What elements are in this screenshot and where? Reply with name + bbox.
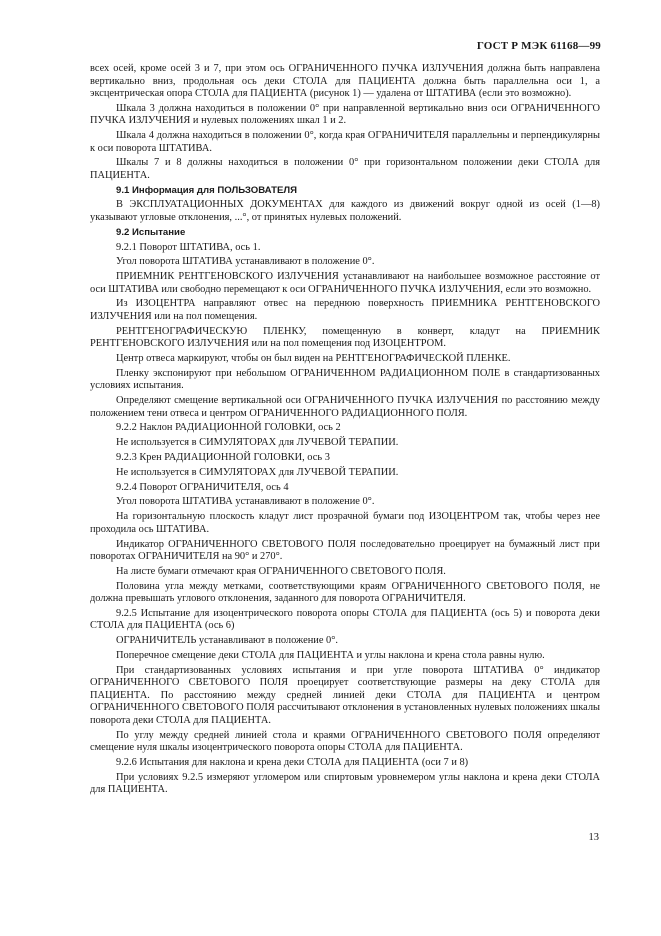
- paragraph: Угол поворота ШТАТИВА устанавливают в положение 0°.: [116, 256, 375, 268]
- paragraph: 9.2.6 Испытания для наклона и крена деки СТОЛА для ПАЦИЕНТА (оси 7 и 8): [116, 756, 469, 768]
- paragraph: Шкалы 7 и 8 должны находиться в положении 0° при горизонтальном положении деки СТОЛА для ПАЦИЕНТА.: [90, 157, 600, 181]
- paragraph: По углу между средней линией стола и краями ОГРАНИЧЕННОГО СВЕТОВОГО ПОЛЯ определяют смещение нуля шкалы изоцентрического поворота опоры СТОЛА для ПАЦИЕНТА.: [90, 729, 600, 754]
- paragraph: 9.2.2 Наклон РАДИАЦИОННОЙ ГОЛОВКИ, ось 2: [116, 422, 341, 434]
- paragraph: всех осей, кроме осей 3 и 7, при этом ось ОГРАНИЧЕННОГО ПУЧКА ИЗЛУЧЕНИЯ должна быть направлена вертикально вниз, продольная ось деки СТОЛА для ПАЦИЕНТА должна быть параллельна оси 1, а эксцентрическая опора СТОЛА для ПАЦИЕНТА (рисунок 1) — удалена от ШТАТИВА (если это возможно).: [90, 63, 600, 99]
- paragraph: Шкала 4 должна находиться в положении 0°, когда края ОГРАНИЧИТЕЛЯ параллельны и перпендикулярны к оси поворота ШТАТИВА.: [90, 130, 600, 154]
- paragraph: Половина угла между метками, соответствующими краям ОГРАНИЧЕННОГО СВЕТОВОГО ПОЛЯ, не должна превышать углового отклонения, заданного для поворота ОГРАНИЧИТЕЛЯ.: [90, 580, 600, 605]
- paragraph: Пленку экспонируют при небольшом ОГРАНИЧЕННОМ РАДИАЦИОННОМ ПОЛЕ в стандартизованных условиях испытания.: [90, 367, 600, 392]
- paragraph: Не используется в СИМУЛЯТОРАХ для ЛУЧЕВОЙ ТЕРАПИИ.: [116, 466, 399, 478]
- paragraph: Индикатор ОГРАНИЧЕННОГО СВЕТОВОГО ПОЛЯ последовательно проецирует на бумажный лист при поворотах ОГРАНИЧИТЕЛЯ на 90° и 270°.: [90, 538, 600, 563]
- paragraph: РЕНТГЕНОГРАФИЧЕСКУЮ ПЛЕНКУ, помещенную в конверт, кладут на ПРИЕМНИК РЕНТГЕНОВСКОГО ИЗЛУЧЕНИЯ или на пол помещения под ИЗОЦЕНТРОМ.: [90, 325, 600, 350]
- section-heading: 9.2 Испытание: [116, 226, 186, 238]
- paragraph: В ЭКСПЛУАТАЦИОННЫХ ДОКУМЕНТАХ для каждого из движений вокруг одной из осей (1—8) указывают угловые отклонения, ...°, от принятых нулевых положений.: [90, 199, 600, 223]
- paragraph: При стандартизованных условиях испытания и при угле поворота ШТАТИВА 0° индикатор ОГРАНИЧЕННОГО СВЕТОВОГО ПОЛЯ проецирует соответствующие размеры на деку СТОЛА для ПАЦИЕНТА. По расстоянию между средней линией деки СТОЛА для ПАЦИЕНТА и центром ОГРАНИЧЕННОГО СВЕТОВОГО ПОЛЯ рассчитывают отклонения в установленных нулевых положениях шкалы поворота деки СТОЛА для ПАЦИЕНТА.: [90, 664, 600, 726]
- paragraph: 9.2.5 Испытание для изоцентрического поворота опоры СТОЛА для ПАЦИЕНТА (ось 5) и поворота деки СТОЛА для ПАЦИЕНТА (ось 6): [90, 607, 600, 632]
- document-body: [90, 63, 600, 799]
- paragraph: При условиях 9.2.5 измеряют угломером или спиртовым уровнемером углы наклона и крена деки СТОЛА для ПАЦИЕНТА.: [90, 771, 600, 796]
- paragraph: 9.2.4 Поворот ОГРАНИЧИТЕЛЯ, ось 4: [116, 481, 289, 493]
- page-number: 13: [588, 832, 599, 843]
- paragraph: Угол поворота ШТАТИВА устанавливают в положение 0°.: [116, 496, 375, 508]
- paragraph: На горизонтальную плоскость кладут лист прозрачной бумаги под ИЗОЦЕНТРОМ так, чтобы через нее проходила ось ШТАТИВА.: [90, 511, 600, 535]
- section-heading: 9.1 Информация для ПОЛЬЗОВАТЕЛЯ: [116, 184, 298, 196]
- paragraph: ОГРАНИЧИТЕЛЬ устанавливают в положение 0°.: [116, 635, 338, 647]
- paragraph: Шкала 3 должна находиться в положении 0° при направленной вертикально вниз оси ОГРАНИЧЕННОГО ПУЧКА ИЗЛУЧЕНИЯ и нулевых положениях шкал 1 и 2.: [90, 102, 600, 127]
- paragraph: Определяют смещение вертикальной оси ОГРАНИЧЕННОГО ПУЧКА ИЗЛУЧЕНИЯ по расстоянию между положением тени отвеса и центром ОГРАНИЧЕННОГО РАДИАЦИОННОГО ПОЛЯ.: [90, 395, 600, 419]
- paragraph: Из ИЗОЦЕНТРА направляют отвес на переднюю поверхность ПРИЕМНИКА РЕНТГЕНОВСКОГО ИЗЛУЧЕНИЯ или на пол помещения.: [90, 298, 600, 322]
- standard-header: ГОСТ Р МЭК 61168—99: [476, 40, 601, 52]
- paragraph: ПРИЕМНИК РЕНТГЕНОВСКОГО ИЗЛУЧЕНИЯ устанавливают на наибольшее возможное расстояние от оси ШТАТИВА или свободно перемещают к оси ОГРАНИЧЕННОГО ПУЧКА ИЗЛУЧЕНИЯ, если это возможно.: [90, 271, 600, 295]
- paragraph: 9.2.3 Крен РАДИАЦИОННОЙ ГОЛОВКИ, ось 3: [116, 452, 330, 464]
- paragraph: Поперечное смещение деки СТОЛА для ПАЦИЕНТА и углы наклона и крена стола равны нулю.: [116, 650, 545, 662]
- paragraph: Не используется в СИМУЛЯТОРАХ для ЛУЧЕВОЙ ТЕРАПИИ.: [116, 437, 399, 449]
- paragraph: На листе бумаги отмечают края ОГРАНИЧЕННОГО СВЕТОВОГО ПОЛЯ.: [116, 565, 446, 577]
- paragraph: Центр отвеса маркируют, чтобы он был виден на РЕНТГЕНОГРАФИЧЕСКОЙ ПЛЕНКЕ.: [116, 353, 511, 365]
- paragraph: 9.2.1 Поворот ШТАТИВА, ось 1.: [116, 241, 261, 253]
